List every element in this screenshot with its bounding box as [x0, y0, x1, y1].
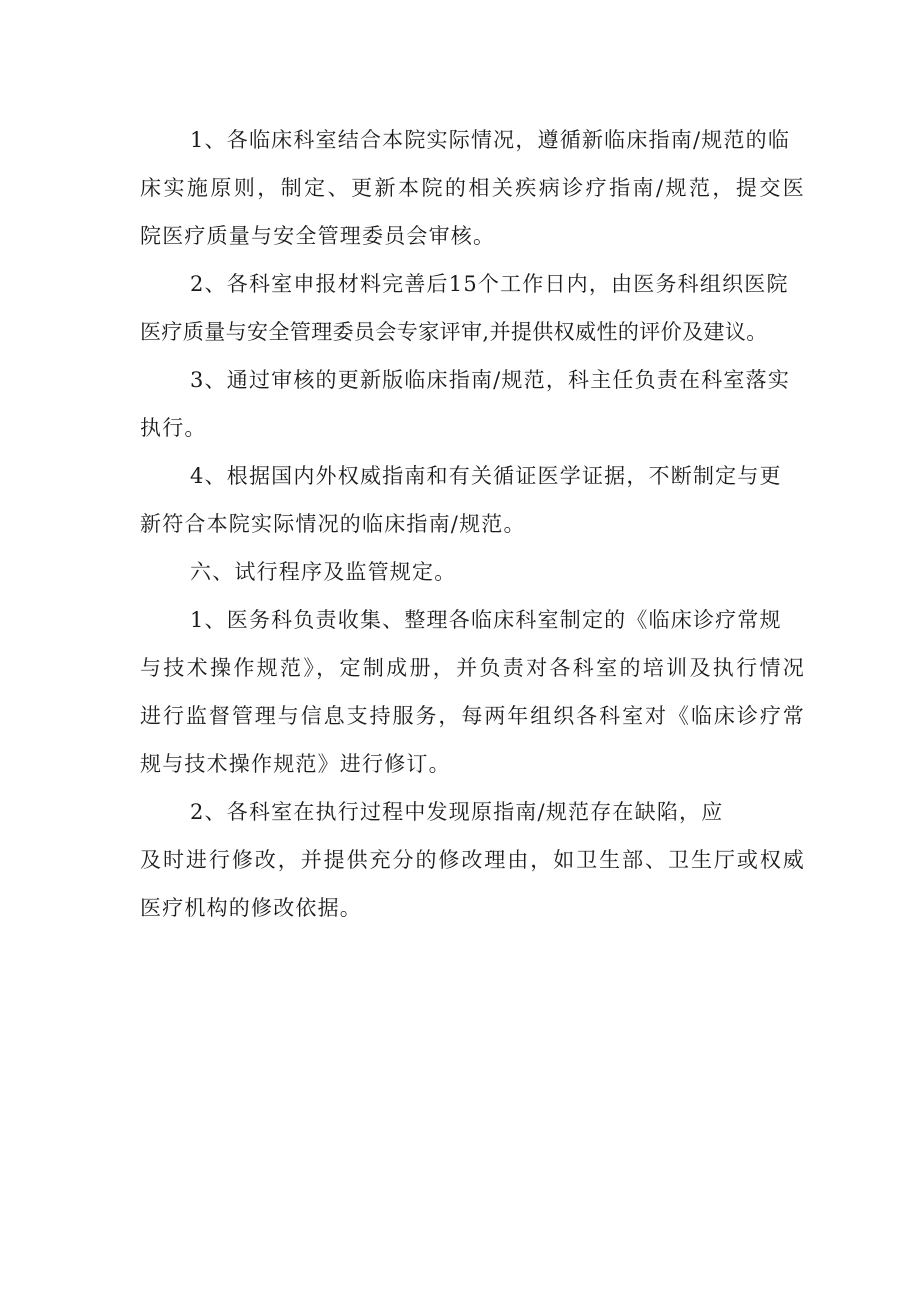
- text-line: 4、根据国内外权威指南和有关循证医学证据，不断制定与更: [190, 464, 782, 488]
- text-line: 床实施原则，制定、更新本院的相关疾病诊疗指南/规范，提交医: [140, 176, 805, 200]
- text-line: 医疗质量与安全管理委员会专家评审,并提供权威性的评价及建议。: [140, 320, 768, 344]
- text-line: 进行监督管理与信息支持服务，每两年组织各科室对《临床诊疗常: [140, 704, 805, 728]
- text-line: 1、医务科负责收集、整理各临床科室制定的《临床诊疗常规: [190, 608, 782, 632]
- text-line: 规与技术操作规范》进行修订。: [140, 752, 451, 776]
- text-line: 新符合本院实际情况的临床指南/规范。: [140, 512, 526, 536]
- text-line: 及时进行修改，并提供充分的修改理由，如卫生部、卫生厅或权威: [140, 848, 805, 872]
- text-line: 执行。: [140, 416, 207, 440]
- text-line: 1、各临床科室结合本院实际情况，遵循新临床指南/规范的临: [190, 128, 791, 152]
- section-heading: 六、试行程序及监管规定。: [190, 560, 457, 584]
- text-line: 3、通过审核的更新版临床指南/规范，科主任负责在科室落实: [190, 368, 791, 392]
- text-line: 2、各科室在执行过程中发现原指南/规范存在缺陷，应: [190, 800, 724, 824]
- text-line: 与技术操作规范》，定制成册，并负责对各科室的培训及执行情况: [140, 656, 805, 680]
- text-line: 2、各科室申报材料完善后15个工作日内，由医务科组织医院: [190, 272, 789, 296]
- text-line: 医疗机构的修改依据。: [140, 896, 362, 920]
- text-line: 院医疗质量与安全管理委员会审核。: [140, 224, 496, 248]
